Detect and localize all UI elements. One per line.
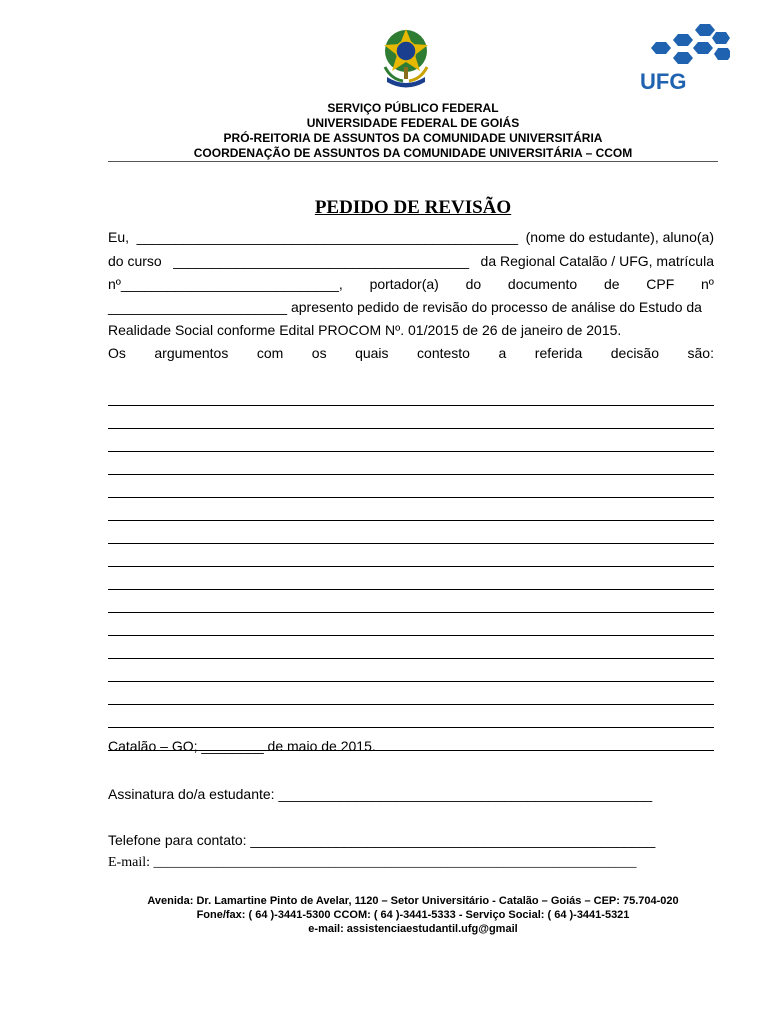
ufg-logo-icon — [638, 22, 730, 92]
form-line-1-suffix: (nome do estudante), aluno(a) — [525, 229, 714, 245]
form-line-4-text: apresento pedido de revisão do processo de análise do Estudo da — [290, 299, 702, 315]
phone-line[interactable]: Telefone para contato: ____________________________________________________ — [108, 832, 656, 848]
form-word: portador(a) — [369, 276, 439, 292]
argument-line[interactable] — [108, 383, 714, 406]
form-line-6 — [108, 345, 714, 361]
argument-line[interactable] — [108, 590, 714, 613]
argument-line[interactable] — [108, 567, 714, 590]
student-name-blank[interactable]: _________________________________________________ — [136, 229, 519, 245]
form-word: de — [603, 276, 620, 292]
course-blank[interactable]: ______________________________________ — [173, 253, 470, 269]
argument-line[interactable] — [108, 498, 714, 521]
argument-line[interactable] — [108, 406, 714, 429]
form-word: documento — [507, 276, 578, 292]
argument-line[interactable] — [108, 705, 714, 728]
argument-line[interactable] — [108, 682, 714, 705]
date-line[interactable]: Catalão – GO; ________ de maio de 2015. — [108, 738, 376, 754]
form-word: referida — [534, 345, 583, 361]
form-word: decisão — [610, 345, 660, 361]
form-line-1 — [108, 229, 714, 245]
form-line-2 — [108, 253, 714, 269]
argument-line[interactable] — [108, 636, 714, 659]
header-line-3: PRÓ-REITORIA DE ASSUNTOS DA COMUNIDADE UNIVERSITÁRIA — [223, 131, 603, 145]
argument-line[interactable] — [108, 475, 714, 498]
form-word: os — [311, 345, 327, 361]
form-word: a — [498, 345, 507, 361]
form-word: do — [465, 276, 482, 292]
ufg-logo-text: UFG — [640, 69, 687, 92]
argument-line[interactable] — [108, 521, 714, 544]
form-line-4 — [108, 299, 714, 315]
form-line-2-suffix: da Regional Catalão / UFG, matrícula — [480, 253, 714, 269]
form-word: CPF — [646, 276, 675, 292]
argument-line[interactable] — [108, 659, 714, 682]
form-word: argumentos — [154, 345, 229, 361]
address-footer — [108, 894, 718, 936]
cpf-blank[interactable]: _______________________ — [108, 299, 288, 315]
argument-line[interactable] — [108, 544, 714, 567]
header-line-2: UNIVERSIDADE FEDERAL DE GOIÁS — [306, 116, 520, 130]
enrollment-blank[interactable]: nº____________________________, — [108, 276, 343, 292]
email-line[interactable]: E-mail: _____________________________________________________________________ — [108, 855, 637, 870]
form-line-2-label: do curso — [108, 253, 162, 269]
arguments-lines[interactable] — [108, 383, 714, 751]
form-line-3 — [108, 276, 714, 292]
header-line-1: SERVIÇO PÚBLICO FEDERAL — [327, 101, 499, 115]
form-word: quais — [355, 345, 389, 361]
brazil-coat-of-arms-icon — [381, 27, 431, 93]
header-divider — [108, 161, 718, 162]
footer-email: e-mail: assistenciaestudantil.ufg@gmail — [308, 923, 518, 935]
form-word: Os — [108, 345, 126, 361]
form-word: são: — [687, 345, 714, 361]
header-line-4: COORDENAÇÃO DE ASSUNTOS DA COMUNIDADE UNIVERSITÁRIA – CCOM — [193, 146, 633, 160]
page-title: PEDIDO DE REVISÃO — [314, 197, 512, 218]
footer-phones: Fone/fax: ( 64 )-3441-5300 CCOM: ( 64 )-3441-5333 - Serviço Social: ( 64 )-3441-5321 — [196, 909, 630, 921]
form-word: com — [256, 345, 284, 361]
form-line-5: Realidade Social conforme Edital PROCOM Nº. 01/2015 de 26 de janeiro de 2015. — [108, 322, 622, 338]
argument-line[interactable] — [108, 452, 714, 475]
argument-line[interactable] — [108, 613, 714, 636]
footer-address: Avenida: Dr. Lamartine Pinto de Avelar, 1120 – Setor Universitário - Catalão – Goiás – CEP: 75.704-020 — [147, 895, 679, 907]
signature-line[interactable]: Assinatura do/a estudante: ________________________________________________ — [108, 786, 653, 802]
institution-header — [108, 101, 718, 161]
form-word: contesto — [417, 345, 470, 361]
form-word: nº — [701, 276, 714, 292]
argument-line[interactable] — [108, 429, 714, 452]
form-line-1-label: Eu, — [108, 229, 130, 245]
